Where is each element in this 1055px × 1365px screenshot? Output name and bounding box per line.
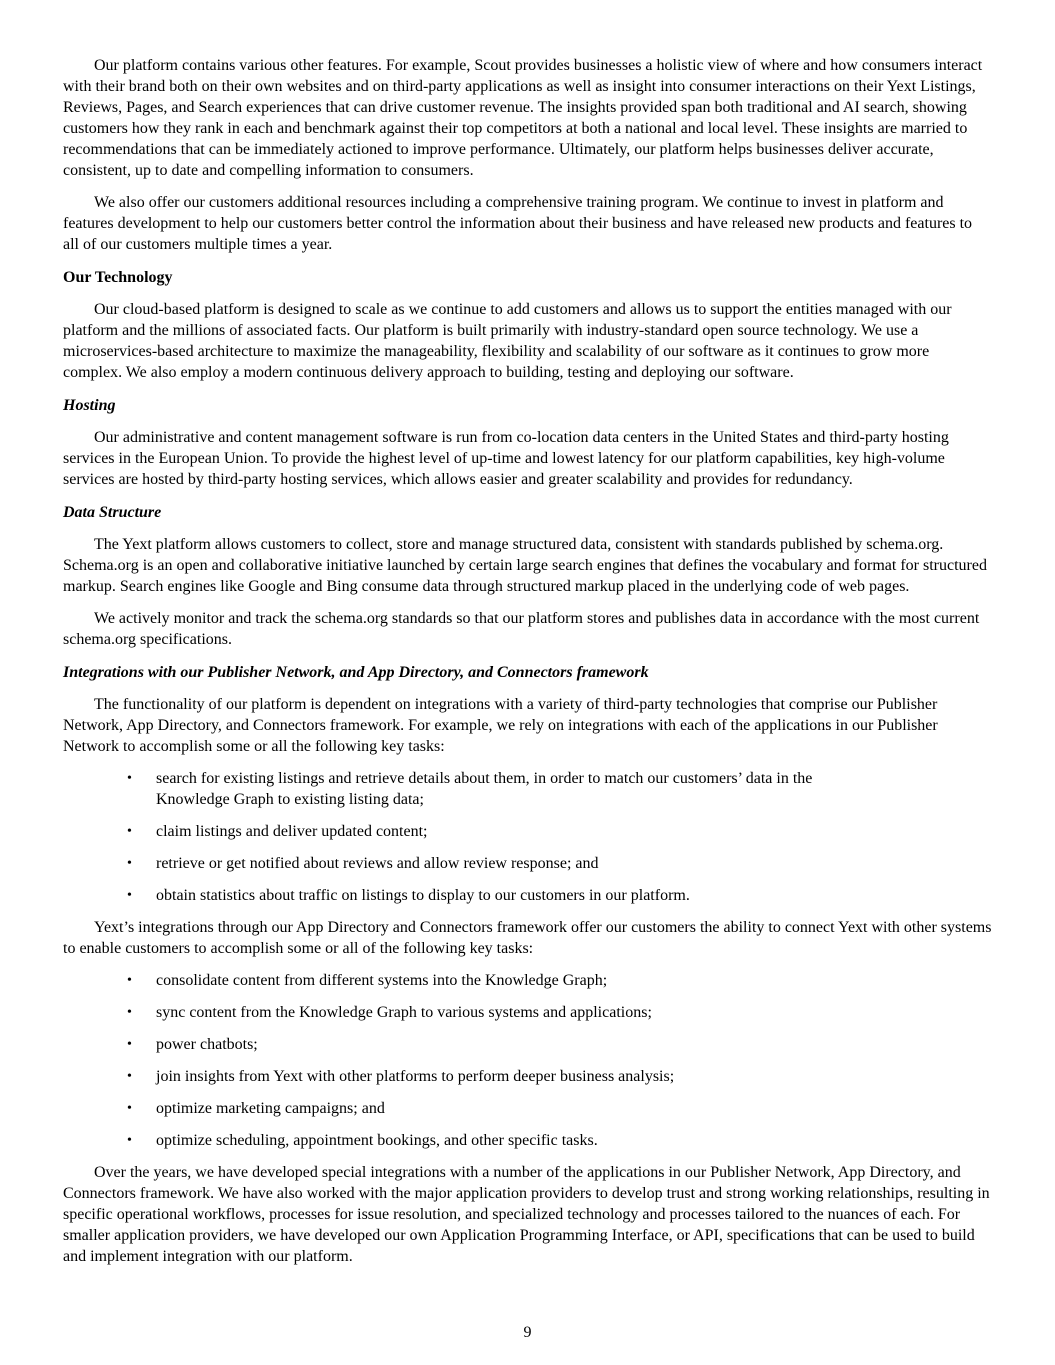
bullet-marker: • [127,1101,132,1116]
section-heading-our-technology: Our Technology [63,269,173,286]
paragraph-integrations-intro: The functionality of our platform is dependent on integrations with a variety of third-party technologies that comprise our Publisher Network, App Directory, and Connectors framework. For example, we rely on integrations with each of the applications in our Publisher Network to accomplish some or all the following key tasks: [63,696,938,755]
list-item [127,885,992,906]
bullet-marker: • [127,1069,132,1084]
paragraph-special-integrations: Over the years, we have developed special integrations with a number of the applications in our Publisher Network, App Directory, and Connectors framework. We have also worked with the major application providers to develop trust and strong working relationships, resulting in specific operational workflows, processes for issue resolution, and specialized technology and processes tailored to the nuances of each. For smaller application providers, we have developed our own Application Programming Interface, or API, specifications that can be used to build and implement integration with our platform. [63,1164,990,1265]
paragraph-app-directory-intro: Yext’s integrations through our App Directory and Connectors framework offer our customers the ability to connect Yext with other systems to enable customers to accomplish some or all of the following key tasks: [63,919,992,957]
list-item [127,1130,992,1151]
list-item-text: claim listings and deliver updated content; [156,823,428,840]
paragraph-schema-org: The Yext platform allows customers to collect, store and manage structured data, consistent with standards published by schema.org. Schema.org is an open and collaborative initiative launched by certain large search engines that defines the vocabulary and format for structured markup. Search engines like Google and Bing consume data through structured markup placed in the underlying code of web pages. [63,536,987,595]
list-item-text: power chatbots; [156,1036,258,1053]
bullet-marker: • [127,1037,132,1052]
list-item [127,768,992,810]
list-item-text: sync content from the Knowledge Graph to various systems and applications; [156,1004,652,1021]
list-item-text: consolidate content from different systems into the Knowledge Graph; [156,972,608,989]
bullet-list-publisher-network [63,768,992,906]
page-number: 9 [523,1324,532,1341]
bullet-marker: • [127,824,132,839]
paragraph-additional-resources: We also offer our customers additional resources including a comprehensive training program. We continue to invest in platform and features development to help our customers better control the information about their business and have released new products and features to all of our customers multiple times a year. [63,194,973,253]
paragraph-cloud-platform: Our cloud-based platform is designed to scale as we continue to add customers and allows us to support the entities managed with our platform and the millions of associated facts. Our platform is built primarily with industry-standard open source technology. We use a microservices-based architecture to maximize the manageability, flexibility and scalability of our software as it continues to grow more complex. We also employ a modern continuous delivery approach to building, testing and deploying our software. [63,301,952,381]
list-item-text: search for existing listings and retrieve details about them, in order to match our customers’ data in the Knowledge Graph to existing listing data; [156,770,813,808]
section-heading-hosting: Hosting [63,397,116,414]
paragraph-hosting: Our administrative and content management software is run from co-location data centers in the United States and third-party hosting services in the European Union. To provide the highest level of up-time and lowest latency for our platform capabilities, key high-volume services are hosted by third-party hosting services, which allows easier and greater scalability and provides for redundancy. [63,429,949,488]
paragraph-platform-features: Our platform contains various other features. For example, Scout provides businesses a holistic view of where and how consumers interact with their brand both on their own websites and on third-party applications as well as insight into consumer interactions on their Yext Listings, Reviews, Pages, and Search experiences that can drive customer revenue. The insights provided span both traditional and AI search, showing customers how they rank in each and benchmark against their top competitors at both a national and local level. These insights are married to recommendations that can be immediately actioned to improve performance. Ultimately, our platform helps businesses deliver accurate, consistent, up to date and compelling information to consumers. [63,57,983,179]
paragraph-schema-monitor: We actively monitor and track the schema.org standards so that our platform stores and publishes data in accordance with the most current schema.org specifications. [63,610,980,648]
section-heading-integrations: Integrations with our Publisher Network, and App Directory, and Connectors framework [63,664,649,681]
list-item [127,1002,992,1023]
bullet-marker: • [127,973,132,988]
list-item-text: optimize scheduling, appointment bookings, and other specific tasks. [156,1132,598,1149]
list-item-text: obtain statistics about traffic on listings to display to our customers in our platform. [156,887,690,904]
bullet-marker: • [127,1005,132,1020]
bullet-marker: • [127,856,132,871]
list-item [127,853,992,874]
bullet-marker: • [127,888,132,903]
list-item [127,1034,992,1055]
bullet-marker: • [127,771,132,786]
list-item-text: optimize marketing campaigns; and [156,1100,385,1117]
list-item-text: retrieve or get notified about reviews and allow review response; and [156,855,599,872]
list-item [127,1066,992,1087]
list-item [127,821,992,842]
section-heading-data-structure: Data Structure [63,504,162,521]
list-item-text: join insights from Yext with other platforms to perform deeper business analysis; [156,1068,675,1085]
bullet-list-connectors [63,970,992,1151]
list-item [127,1098,992,1119]
bullet-marker: • [127,1133,132,1148]
list-item [127,970,992,991]
